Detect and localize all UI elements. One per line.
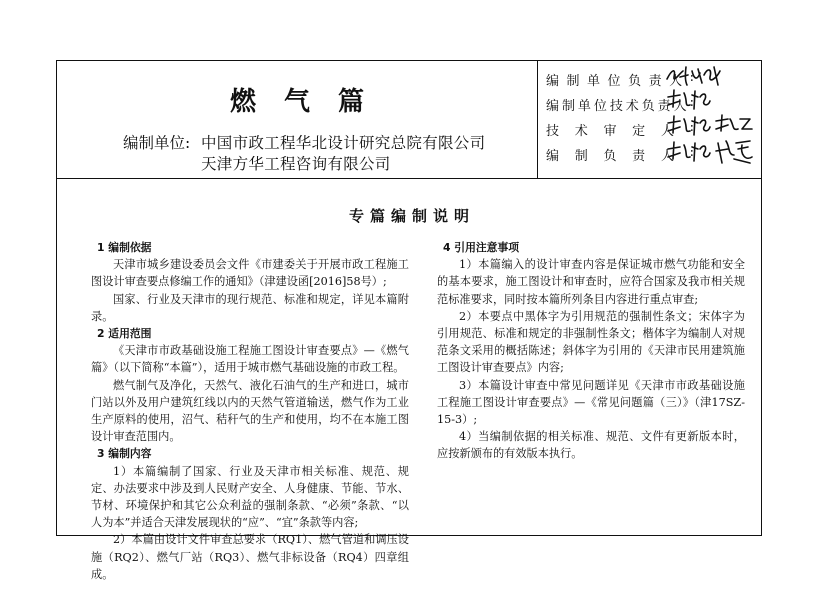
title-block: [57, 61, 761, 179]
role-char: 制: [561, 99, 575, 114]
paragraph: 《天津市市政基础设施工程施工图设计审查要点》—《燃气篇》（以下简称“本篇”），适用于城市燃气基础设施的市政工程。: [91, 344, 409, 375]
paragraph: 4）当编制依据的相关标准、规范、文件有更新版本时，应按新颁布的有效版本执行。: [437, 430, 745, 461]
paragraph: 1）本篇编制了国家、行业及天津市相关标准、规范、规定、办法要求中涉及到人民财产安全、人身健康、节能、节水、节材、环境保护和其它公众利益的强制条款、“必须”条款、“以人为本”并适合天津发展现状的“应”、“宜”条款等内容;: [91, 464, 409, 530]
org-name-2: 天津方华工程咨询有限公司: [201, 155, 391, 173]
role-char: 责: [648, 74, 662, 89]
left-column: [91, 239, 409, 583]
role-char: 单: [577, 99, 591, 114]
role-char: 编: [546, 99, 560, 114]
role-char: 编: [546, 74, 560, 89]
role-char: 位: [607, 74, 621, 89]
role-char: 负: [641, 99, 655, 114]
role-char: 位: [593, 99, 607, 114]
role-char: 技: [546, 124, 560, 139]
role-char: 审: [603, 124, 617, 139]
role-char: 技: [609, 99, 623, 114]
page-title: 燃气篇: [229, 87, 392, 117]
role-char: 负: [603, 149, 617, 164]
role-char: :: [689, 95, 694, 110]
role-char: 人: [660, 149, 674, 164]
role-char: 制: [566, 74, 580, 89]
org-prefix-label: 编制单位:: [123, 134, 191, 152]
role-char: 人: [660, 124, 674, 139]
role-char: :: [689, 145, 694, 160]
role-char: 人: [673, 99, 687, 114]
section-heading: 4 引用注意事项: [443, 241, 520, 254]
section-title: 专篇编制说明: [348, 207, 475, 225]
drawing-frame: [56, 60, 762, 581]
right-column: [437, 239, 745, 463]
role-char: 定: [632, 124, 646, 139]
signature-tech-head: [664, 87, 714, 113]
section-heading: 3 编制内容: [97, 447, 152, 461]
role-char: 人: [669, 74, 683, 89]
role-char: 负: [628, 74, 642, 89]
signature-block: [538, 61, 763, 178]
paragraph: 2）本篇由设计文件审查总要求（RQ1）、燃气管道和调压设施（RQ2）、燃气厂站（RQ3）、燃气非标设备（RQ4）四章组成。: [91, 533, 409, 581]
section-heading: 1 编制依据: [97, 241, 152, 254]
org-name-1: 中国市政工程华北设计研究总院有限公司: [201, 134, 486, 152]
paragraph: 国家、行业及天津市的现行规范、标准和规定，详见本篇附录。: [91, 292, 409, 323]
role-char: :: [689, 70, 694, 85]
paragraph: 2）本要点中黑体字为引用规范的强制性条文；宋体字为引用规范、标准和规定的非强制性条文；楷体字为编制人对规范条文采用的概括陈述；斜体字为引用的《天津市民用建筑施工图设计审查要点》内容;: [437, 309, 745, 375]
paragraph: 1）本篇编入的设计审查内容是保证城市燃气功能和安全的基本要求，施工图设计和审查时，应符合国家及我市相关规范标准要求，同时按本篇所列条目内容进行重点审查;: [437, 258, 745, 306]
paragraph: 天津市城乡建设委员会文件《市建委关于开展市政工程施工图设计审查要点修编工作的通知》（津建设函[2016]58号）;: [91, 258, 409, 289]
paragraph: 燃气制气及净化，天然气、液化石油气的生产和进口，城市门站以外及用户建筑红线以内的天然气管道输送，燃气作为工业生产原料的使用，沼气、秸秆气的生产和使用，均不在本施工图设计审查范围内。: [91, 378, 409, 444]
role-char: :: [689, 120, 694, 135]
role-char: 单: [587, 74, 601, 89]
paragraph: 3）本篇设计审查中常见问题详见《天津市市政基础设施工程施工图设计审查要点》—《常见问题篇（三）》（津17SZ-15-3）;: [437, 378, 745, 427]
section-heading: 2 适用范围: [97, 327, 152, 341]
role-char: 责: [632, 149, 646, 164]
title-block-left: [57, 61, 538, 178]
role-char: 制: [574, 149, 588, 164]
role-char: 编: [546, 149, 560, 164]
role-char: 术: [625, 99, 639, 114]
signature-compiler: [664, 137, 756, 167]
role-char: 术: [574, 124, 588, 139]
signature-reviewer: [664, 113, 756, 139]
signature-unit-head: [664, 63, 728, 89]
role-char: 责: [657, 99, 671, 114]
